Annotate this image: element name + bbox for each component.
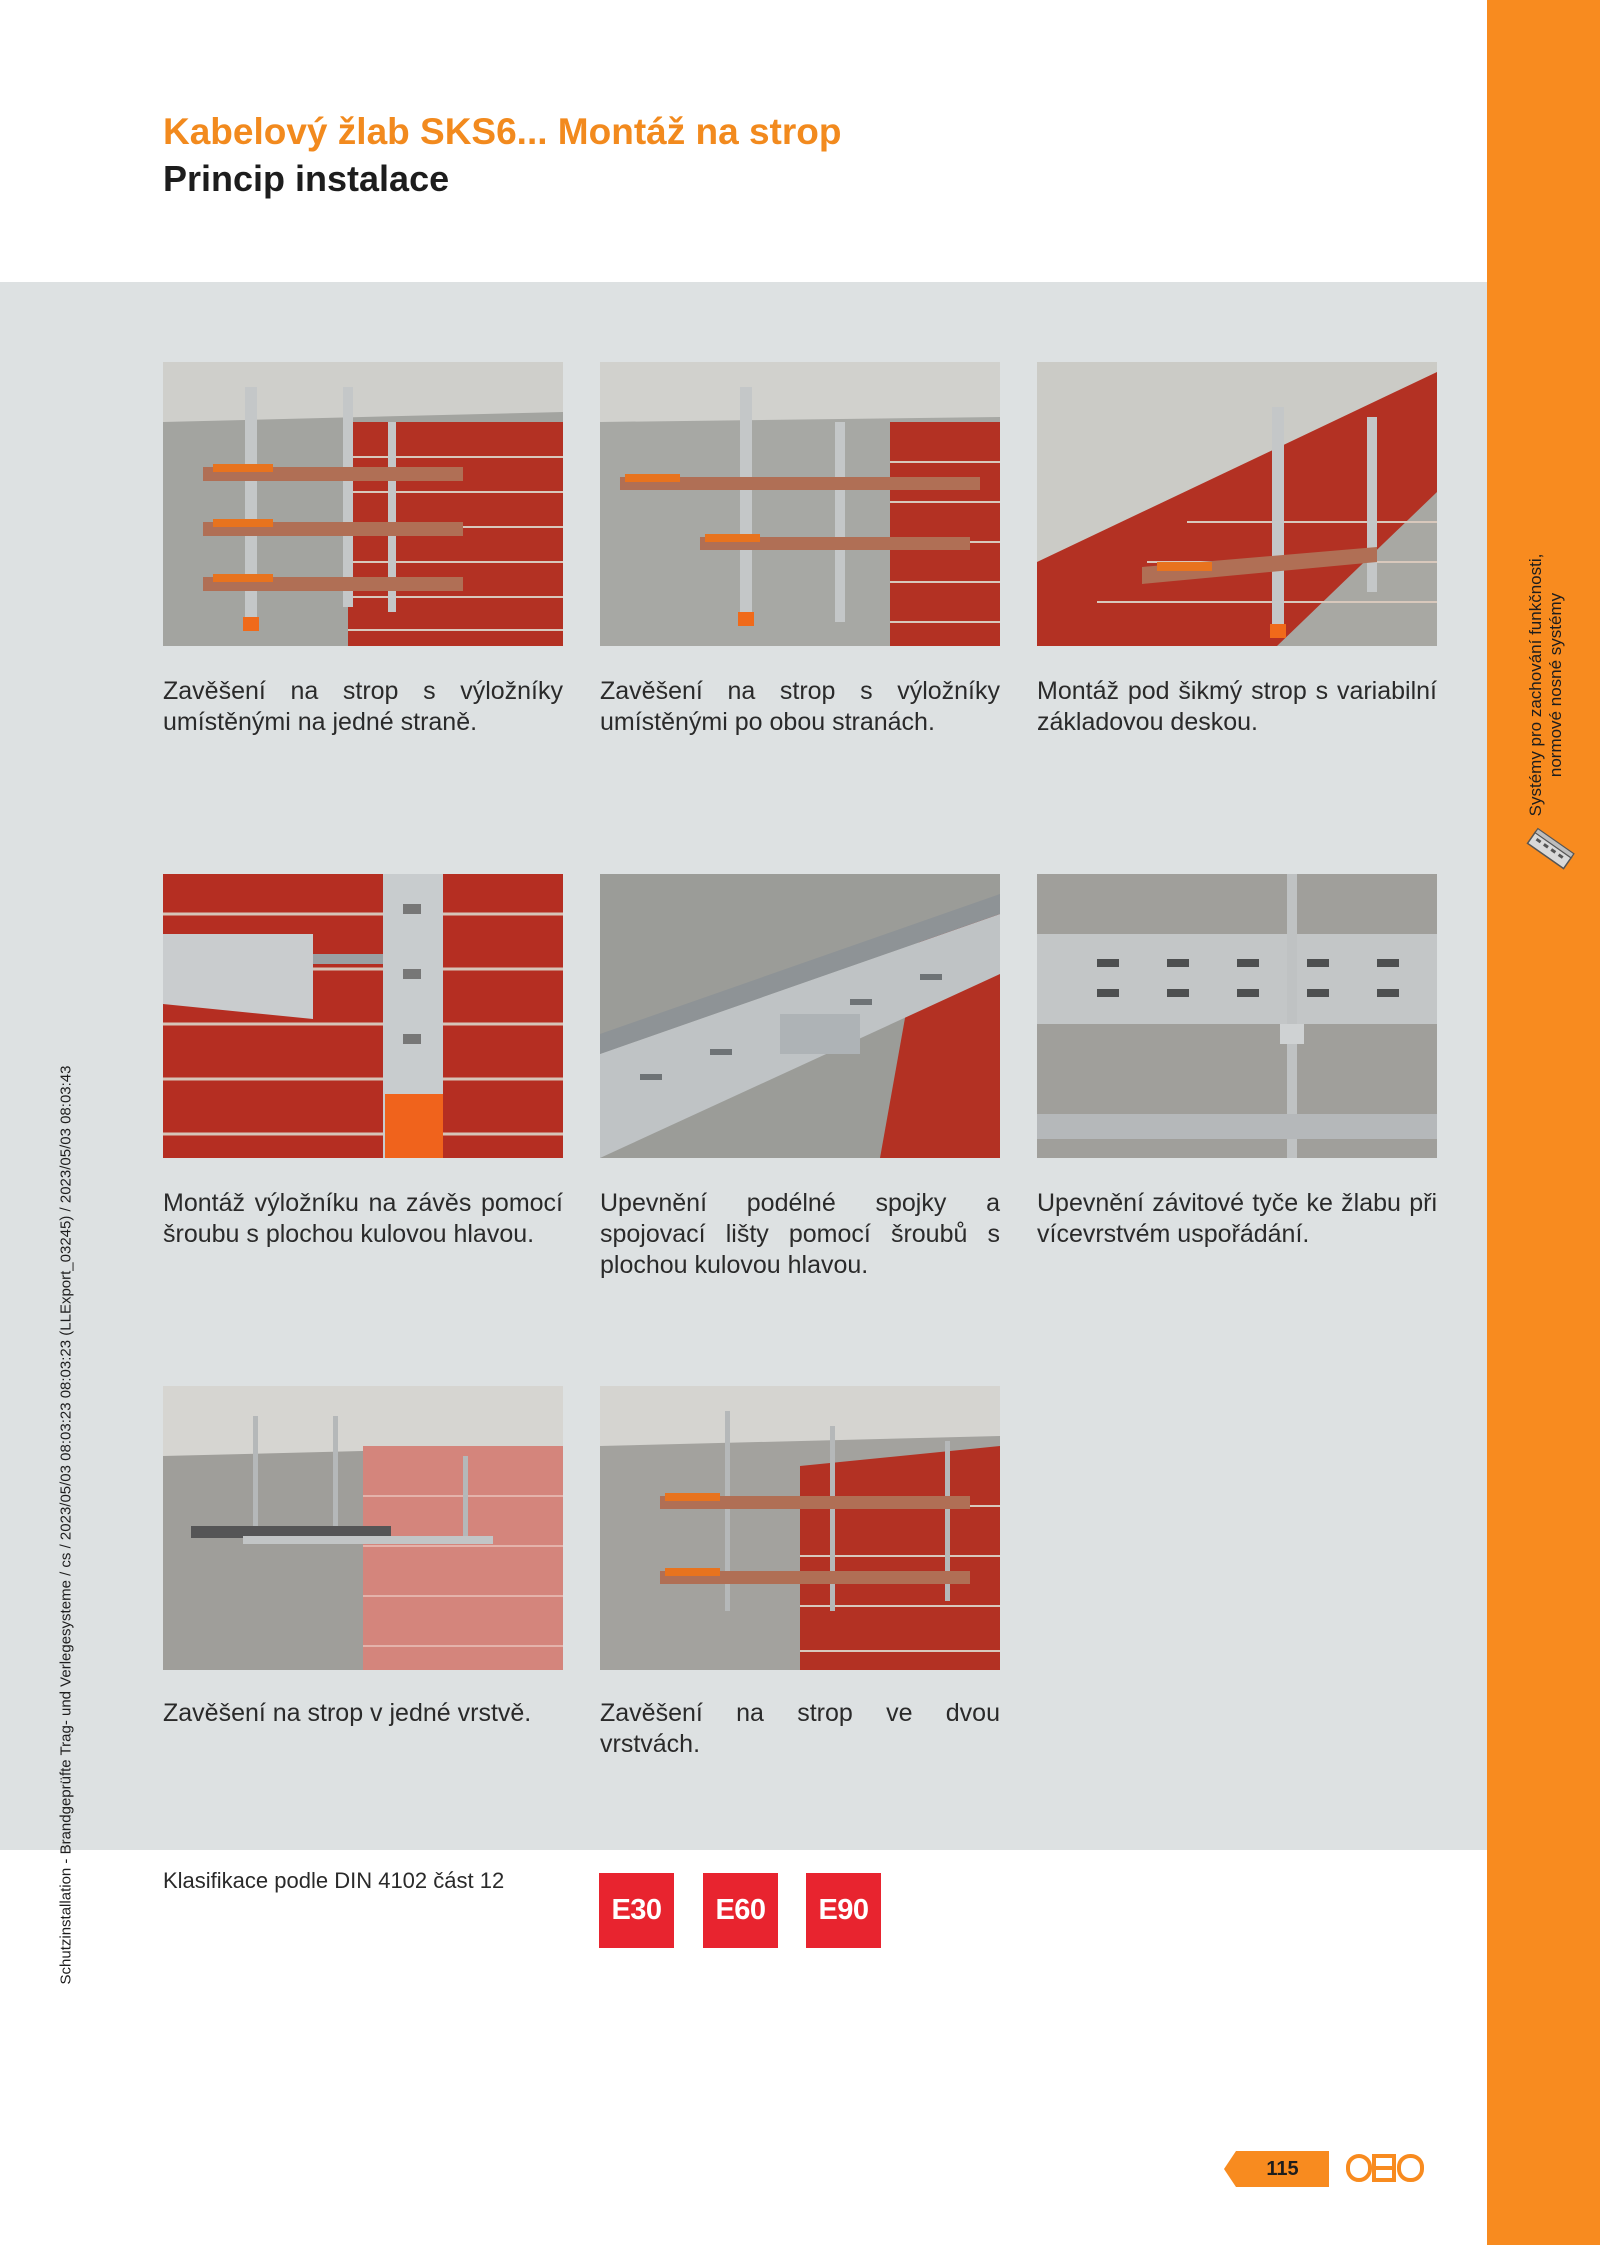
badge-e60: E60 — [703, 1873, 778, 1948]
figure-caption-8: Zavěšení na strop ve dvou vrstvách. — [600, 1699, 1000, 1758]
title-block — [163, 108, 841, 202]
classification-label: Klasifikace podle DIN 4102 část 12 — [163, 1868, 505, 1893]
badge-e90: E90 — [806, 1873, 881, 1948]
figure-photo-7 — [163, 1386, 563, 1670]
page-subtitle: Princip instalace — [163, 158, 450, 199]
figure-caption-2: Zavěšení na strop s výložníky umístěnými po obou stranách. — [600, 677, 1000, 736]
page-number — [1224, 2151, 1329, 2187]
badge-e30: E30 — [599, 1873, 674, 1948]
figure-caption-1: Zavěšení na strop s výložníky umístěnými na jedné straně. — [163, 677, 563, 736]
obo-logo — [1345, 2151, 1425, 2185]
cable-tray-icon — [1523, 825, 1575, 877]
page-number-text: 115 — [1266, 2158, 1299, 2180]
figure-photo-4 — [163, 874, 563, 1158]
figure-caption-3: Montáž pod šikmý strop s variabilní základovou deskou. — [1037, 677, 1437, 736]
figure-photo-2 — [600, 362, 1000, 646]
figure-caption-5: Upevnění podélné spojky a spojovací lišty pomocí šroubů s plochou kulovou hlavou. — [600, 1189, 1000, 1279]
document-metadata-text: Schutzinstallation - Brandgeprüfte Trag- und Verlegesysteme / cs / 2023/05/03 08:03:23 08:03:23 (LLExport_03245) / 2023/05/03 08:03:43 — [57, 1065, 75, 1985]
figure-photo-3 — [1037, 362, 1437, 646]
figure-caption-6: Upevnění závitové tyče ke žlabu při vícevrstvém uspořádání. — [1037, 1189, 1437, 1248]
figure-photo-8 — [600, 1386, 1000, 1670]
figure-photo-5 — [600, 874, 1000, 1158]
side-bar — [1487, 0, 1600, 2245]
side-category-line1: Systémy pro zachování funkčnosti, — [1526, 553, 1545, 817]
figure-photo-1 — [163, 362, 563, 646]
side-category-line2: normové nosné systémy — [1546, 592, 1565, 778]
figure-caption-4: Montáž výložníku na závěs pomocí šroubu s plochou kulovou hlavou. — [163, 1189, 563, 1248]
page-title: Kabelový žlab SKS6... Montáž na strop — [163, 111, 842, 152]
figure-caption-7: Zavěšení na strop v jedné vrstvě. — [163, 1699, 532, 1727]
figure-photo-6 — [1037, 874, 1437, 1158]
